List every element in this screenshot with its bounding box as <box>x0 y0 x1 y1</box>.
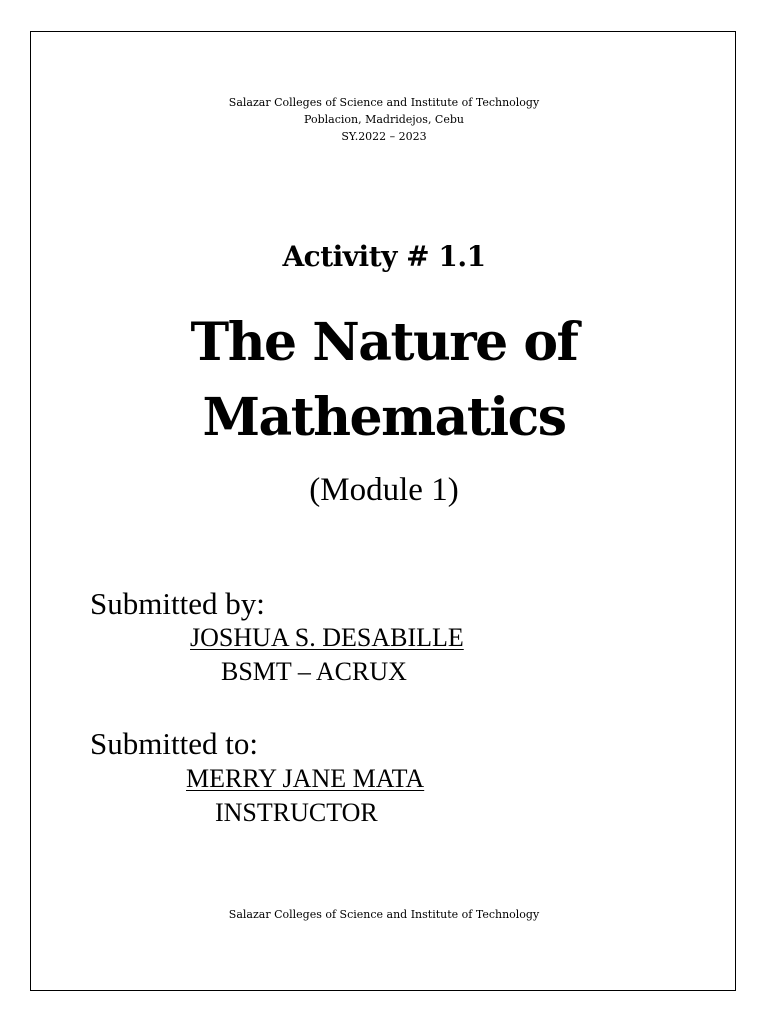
activity-number: Activity # 1.1 <box>282 240 486 273</box>
document-title-line-2: Mathematics <box>202 387 566 448</box>
submitted-to-name: MERRY JANE MATA <box>186 764 425 793</box>
module-label: (Module 1) <box>309 472 459 508</box>
header-address: Poblacion, Madridejos, Cebu <box>304 113 464 126</box>
header-school-year: SY.2022 – 2023 <box>341 130 427 143</box>
submitted-to-label: Submitted to: <box>90 726 258 761</box>
footer-school-name: Salazar Colleges of Science and Institute of Technology <box>228 908 540 921</box>
document-title-line-1: The Nature of <box>190 312 578 373</box>
header-school-name: Salazar Colleges of Science and Institute of Technology <box>228 96 540 109</box>
submitted-by-name: JOSHUA S. DESABILLE <box>190 623 464 652</box>
submitted-by-program: BSMT – ACRUX <box>221 657 407 686</box>
submitted-by-label: Submitted by: <box>90 586 265 621</box>
submitted-to-role: INSTRUCTOR <box>215 798 378 827</box>
page-border <box>30 31 736 991</box>
